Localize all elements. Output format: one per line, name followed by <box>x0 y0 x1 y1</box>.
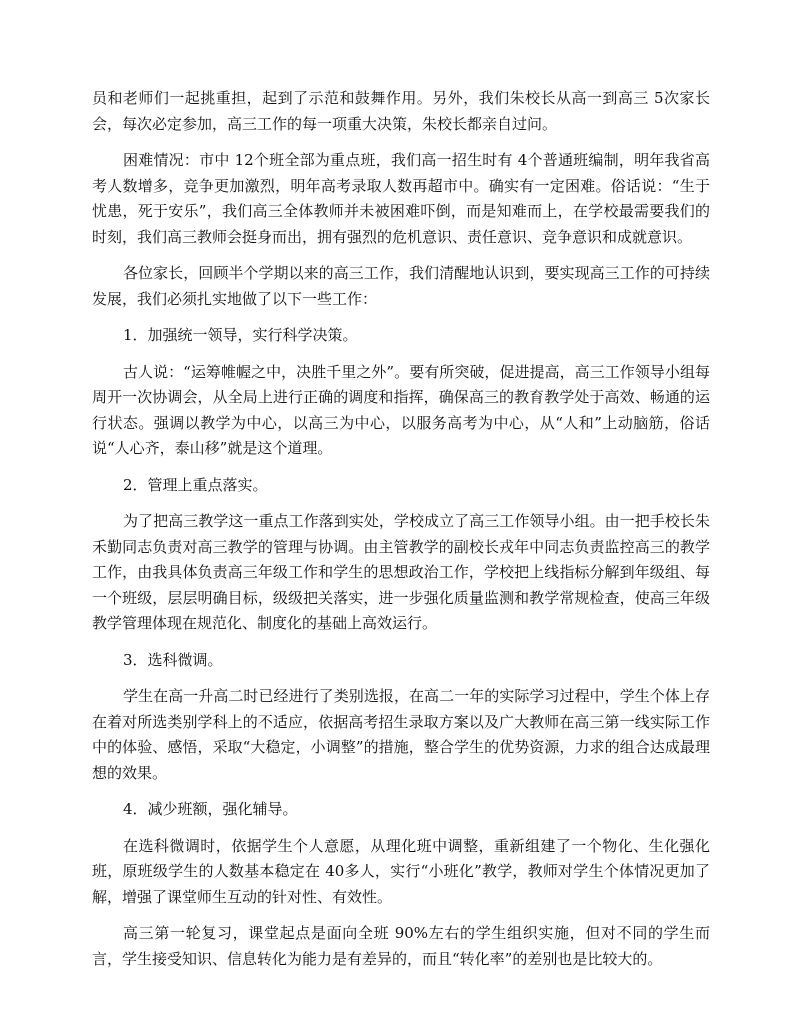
section-heading-3: 3．选科微调。 <box>123 650 223 669</box>
paragraph-3: 各位家长，回顾半个学期以来的高三工作，我们清醒地认识到，要实现高三工作的可持续发展，我们必须扎实地做了以下一些工作： <box>92 264 710 308</box>
paragraph-2: 困难情况：市中 12个班全部为重点班，我们高一招生时有 4个普通班编制，明年我省高考人数增多，竞争更加激烈，明年高考录取人数再超市中。确实有一定困难。俗话说：“生于忧患，死于安乐”，我们高三全体教师并未被困难吓倒，而是知难而上，在学校最需要我们的时刻，我们高三教师会挺身而出，拥有强烈的危机意识、责任意识、竞争意识和成就意识。 <box>92 151 710 246</box>
paragraph-5: 为了把高三教学这一重点工作落到实处，学校成立了高三工作领导小组。由一把手校长朱禾勤同志负责对高三教学的管理与协调。由主管教学的副校长戎年中同志负责监控高三的教学工作，由我具体负责高三年级工作和学生的思想政治工作，学校把上线指标分解到年级组、每一个班级，层层明确目标，级级把关落实，进一步强化质量监测和教学常规检查，使高三年级教学管理体现在规范化、制度化的基础上高效运行。 <box>92 512 710 632</box>
section-heading-1: 1．加强统一领导，实行科学决策。 <box>123 326 358 344</box>
paragraph-1: 员和老师们一起挑重担，起到了示范和鼓舞作用。另外，我们朱校长从高一到高三 5次家长会，每次必定参加，高三工作的每一项重大决策，朱校长都亲自过问。 <box>92 89 710 133</box>
paragraph-8: 高三第一轮复习，课堂起点是面向全班 90%左右的学生组织实施，但对不同的学生而言，学生接受知识、信息转化为能力是有差异的，而且“转化率”的差别也是比较大的。 <box>92 924 710 968</box>
paragraph-6: 学生在高一升高二时已经进行了类别选报，在高二一年的实际学习过程中，学生个体上存在着对所选类别学科上的不适应，依据高考招生录取方案以及广大教师在高三第一线实际工作中的体验、感悟，采取“大稳定，小调整”的措施，整合学生的优势资源，力求的组合达成最理想的效果。 <box>92 687 710 782</box>
section-heading-4: 4．减少班额，强化辅导。 <box>123 800 298 818</box>
paragraph-7: 在选科微调时，依据学生个人意愿，从理化班中调整，重新组建了一个物化、生化强化班，原班级学生的人数基本稳定在 40多人，实行“小班化”教学，教师对学生个体情况更加了解，增强了课堂师生互动的针对性、有效性。 <box>92 836 710 906</box>
section-heading-2: 2．管理上重点落实。 <box>123 475 268 494</box>
paragraph-4: 古人说：“运筹帷幄之中，决胜千里之外”。要有所突破，促进提高，高三工作领导小组每周开一次协调会，从全局上进行正确的调度和指挥，确保高三的教育教学处于高效、畅通的运行状态。强调以教学为中心，以高三为中心，以服务高考为中心，从“人和”上动脑筋，俗话说“人心齐，泰山移”就是这个道理。 <box>92 362 710 457</box>
